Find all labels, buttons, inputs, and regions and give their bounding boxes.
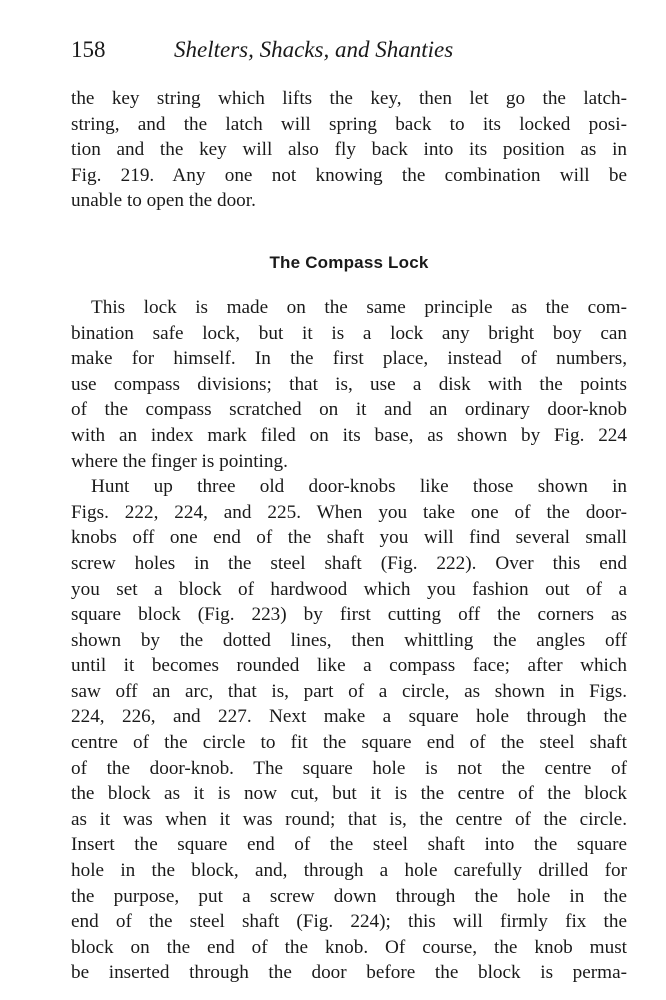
text-line: of the compass scratched on it and an ordinary door-knob <box>71 399 627 421</box>
text-line: be inserted through the door before the block is perma- <box>71 962 627 984</box>
page-number: 158 <box>71 37 106 62</box>
running-title: Shelters, Shacks, and Shanties <box>174 37 454 62</box>
text-line: tion and the key will also fly back into its position as in <box>71 139 627 161</box>
section-heading: The Compass Lock <box>269 252 429 272</box>
text-line: hole in the block, and, through a hole carefully drilled for <box>71 860 627 882</box>
text-line: centre of the circle to fit the square end of the steel shaft <box>71 732 627 754</box>
text-line: with an index mark filed on its base, as shown by Fig. 224 <box>71 424 627 446</box>
text-line: make for himself. In the first place, instead of numbers, <box>71 348 627 370</box>
text-line: of the door-knob. The square hole is not the centre of <box>71 757 627 779</box>
running-head <box>71 36 627 64</box>
text-line: the purpose, put a screw down through the hole in the <box>71 885 627 907</box>
text-line: square block (Fig. 223) by first cutting off the corners as <box>71 604 627 626</box>
text-line: knobs off one end of the shaft you will find several small <box>71 527 627 549</box>
text-line: Fig. 219. Any one not knowing the combination will be <box>71 164 627 186</box>
text-line: unable to open the door. <box>71 190 256 212</box>
text-line: screw holes in the steel shaft (Fig. 222). Over this end <box>71 552 627 574</box>
paragraph-1 <box>71 295 627 474</box>
text-line: use compass divisions; that is, use a disk with the points <box>71 373 627 395</box>
text-line: where the finger is pointing. <box>71 450 288 472</box>
text-line: saw off an arc, that is, part of a circle, as shown in Figs. <box>71 680 627 702</box>
text-line: bination safe lock, but it is a lock any bright boy can <box>71 322 627 344</box>
paragraph-2 <box>71 474 627 986</box>
text-line: you set a block of hardwood which you fashion out of a <box>71 578 627 600</box>
text-line: This lock is made on the same principle as the com- <box>91 296 627 318</box>
text-line: Insert the square end of the steel shaft into the square <box>71 834 627 856</box>
text-line: string, and the latch will spring back to its locked posi- <box>71 113 627 135</box>
text-line: the key string which lifts the key, then let go the latch- <box>71 88 627 109</box>
continued-paragraph <box>71 86 627 214</box>
text-line: Hunt up three old door-knobs like those shown in <box>91 476 627 498</box>
text-line: as it was when it was round; that is, the centre of the circle. <box>71 808 627 830</box>
book-page <box>71 36 627 986</box>
text-line: until it becomes rounded like a compass face; after which <box>71 655 627 677</box>
text-line: end of the steel shaft (Fig. 224); this will firmly fix the <box>71 911 627 933</box>
text-line: shown by the dotted lines, then whittling the angles off <box>71 629 627 651</box>
text-line: block on the end of the knob. Of course, the knob must <box>71 936 627 958</box>
text-line: 224, 226, and 227. Next make a square hole through the <box>71 706 627 728</box>
text-line: Figs. 222, 224, and 225. When you take one of the door- <box>71 501 627 523</box>
text-line: the block as it is now cut, but it is the centre of the block <box>71 783 627 805</box>
